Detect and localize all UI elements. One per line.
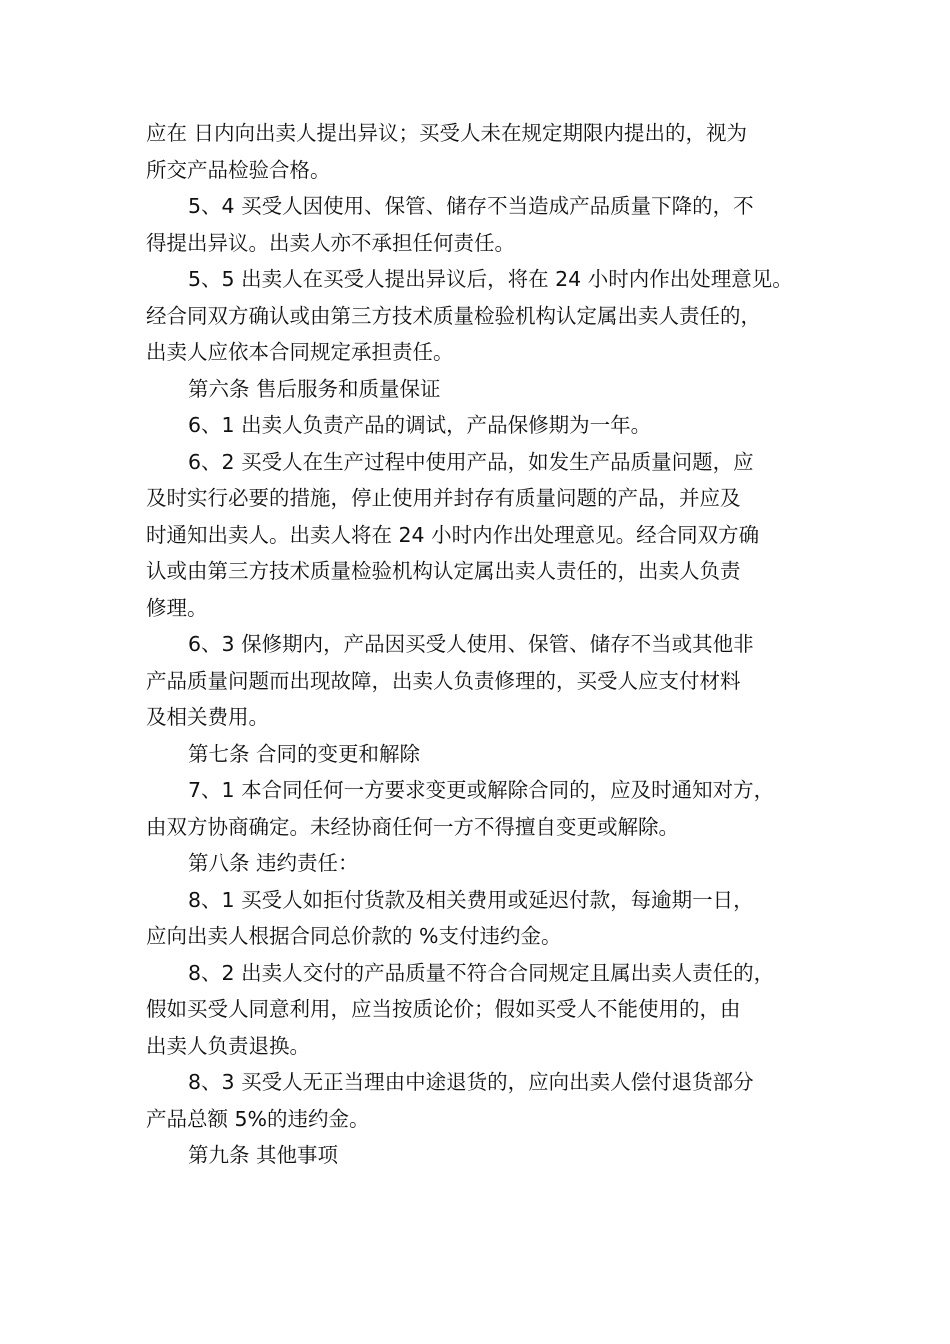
text-line: 6、2 买受人在生产过程中使用产品，如发生产品质量问题，应 — [188, 449, 754, 474]
text-line: 产品质量问题而出现故障，出卖人负责修理的，买受人应支付材料 — [146, 668, 741, 693]
text-line: 及相关费用。 — [146, 705, 269, 729]
text-line: 所交产品检验合格。 — [146, 157, 331, 182]
text-line: 7、1 本合同任何一方要求变更或解除合同的，应及时通知对方， — [188, 778, 775, 802]
text-line: 假如买受人同意利用，应当按质论价；假如买受人不能使用的，由 — [146, 997, 741, 1021]
text-line: 8、1 买受人如拒付货款及相关费用或延迟付款，每逾期一日， — [188, 887, 754, 912]
text-line: 认或由第三方技术质量检验机构认定属出卖人责任的，出卖人负责 — [146, 559, 741, 583]
text-line: 5、5 出卖人在买受人提出异议后，将在 24 小时内作出处理意见。 — [188, 267, 793, 291]
text-line: 应在 日内向出卖人提出异议；买受人未在规定期限内提出的，视为 — [146, 121, 748, 145]
text-line: 第七条 合同的变更和解除 — [188, 741, 421, 766]
text-line: 产品总额 5%的违约金。 — [146, 1106, 370, 1131]
text-line: 出卖人负责退换。 — [146, 1033, 310, 1058]
document-body — [146, 115, 814, 1174]
text-line: 由双方协商确定。未经协商任何一方不得擅自变更或解除。 — [146, 814, 679, 839]
text-line: 5、4 买受人因使用、保管、储存不当造成产品质量下降的，不 — [188, 194, 754, 218]
text-line: 6、3 保修期内，产品因买受人使用、保管、储存不当或其他非 — [188, 632, 754, 656]
text-line: 及时实行必要的措施，停止使用并封存有质量问题的产品，并应及 — [146, 486, 741, 510]
text-line: 第六条 售后服务和质量保证 — [188, 376, 441, 401]
text-line: 出卖人应依本合同规定承担责任。 — [146, 340, 454, 364]
text-line: 得提出异议。出卖人亦不承担任何责任。 — [146, 230, 515, 255]
text-line: 修理。 — [146, 595, 208, 620]
text-line: 应向出卖人根据合同总价款的 %支付违约金。 — [146, 924, 562, 948]
text-line: 第九条 其他事项 — [188, 1143, 339, 1167]
text-line: 8、2 出卖人交付的产品质量不符合合同规定且属出卖人责任的， — [188, 960, 775, 985]
text-line: 经合同双方确认或由第三方技术质量检验机构认定属出卖人责任的， — [146, 303, 761, 328]
text-line: 8、3 买受人无正当理由中途退货的，应向出卖人偿付退货部分 — [188, 1070, 754, 1094]
text-line: 时通知出卖人。出卖人将在 24 小时内作出处理意见。经合同双方确 — [146, 522, 760, 547]
text-line: 第八条 违约责任： — [188, 851, 359, 875]
text-line: 6、1 出卖人负责产品的调试，产品保修期为一年。 — [188, 413, 652, 437]
